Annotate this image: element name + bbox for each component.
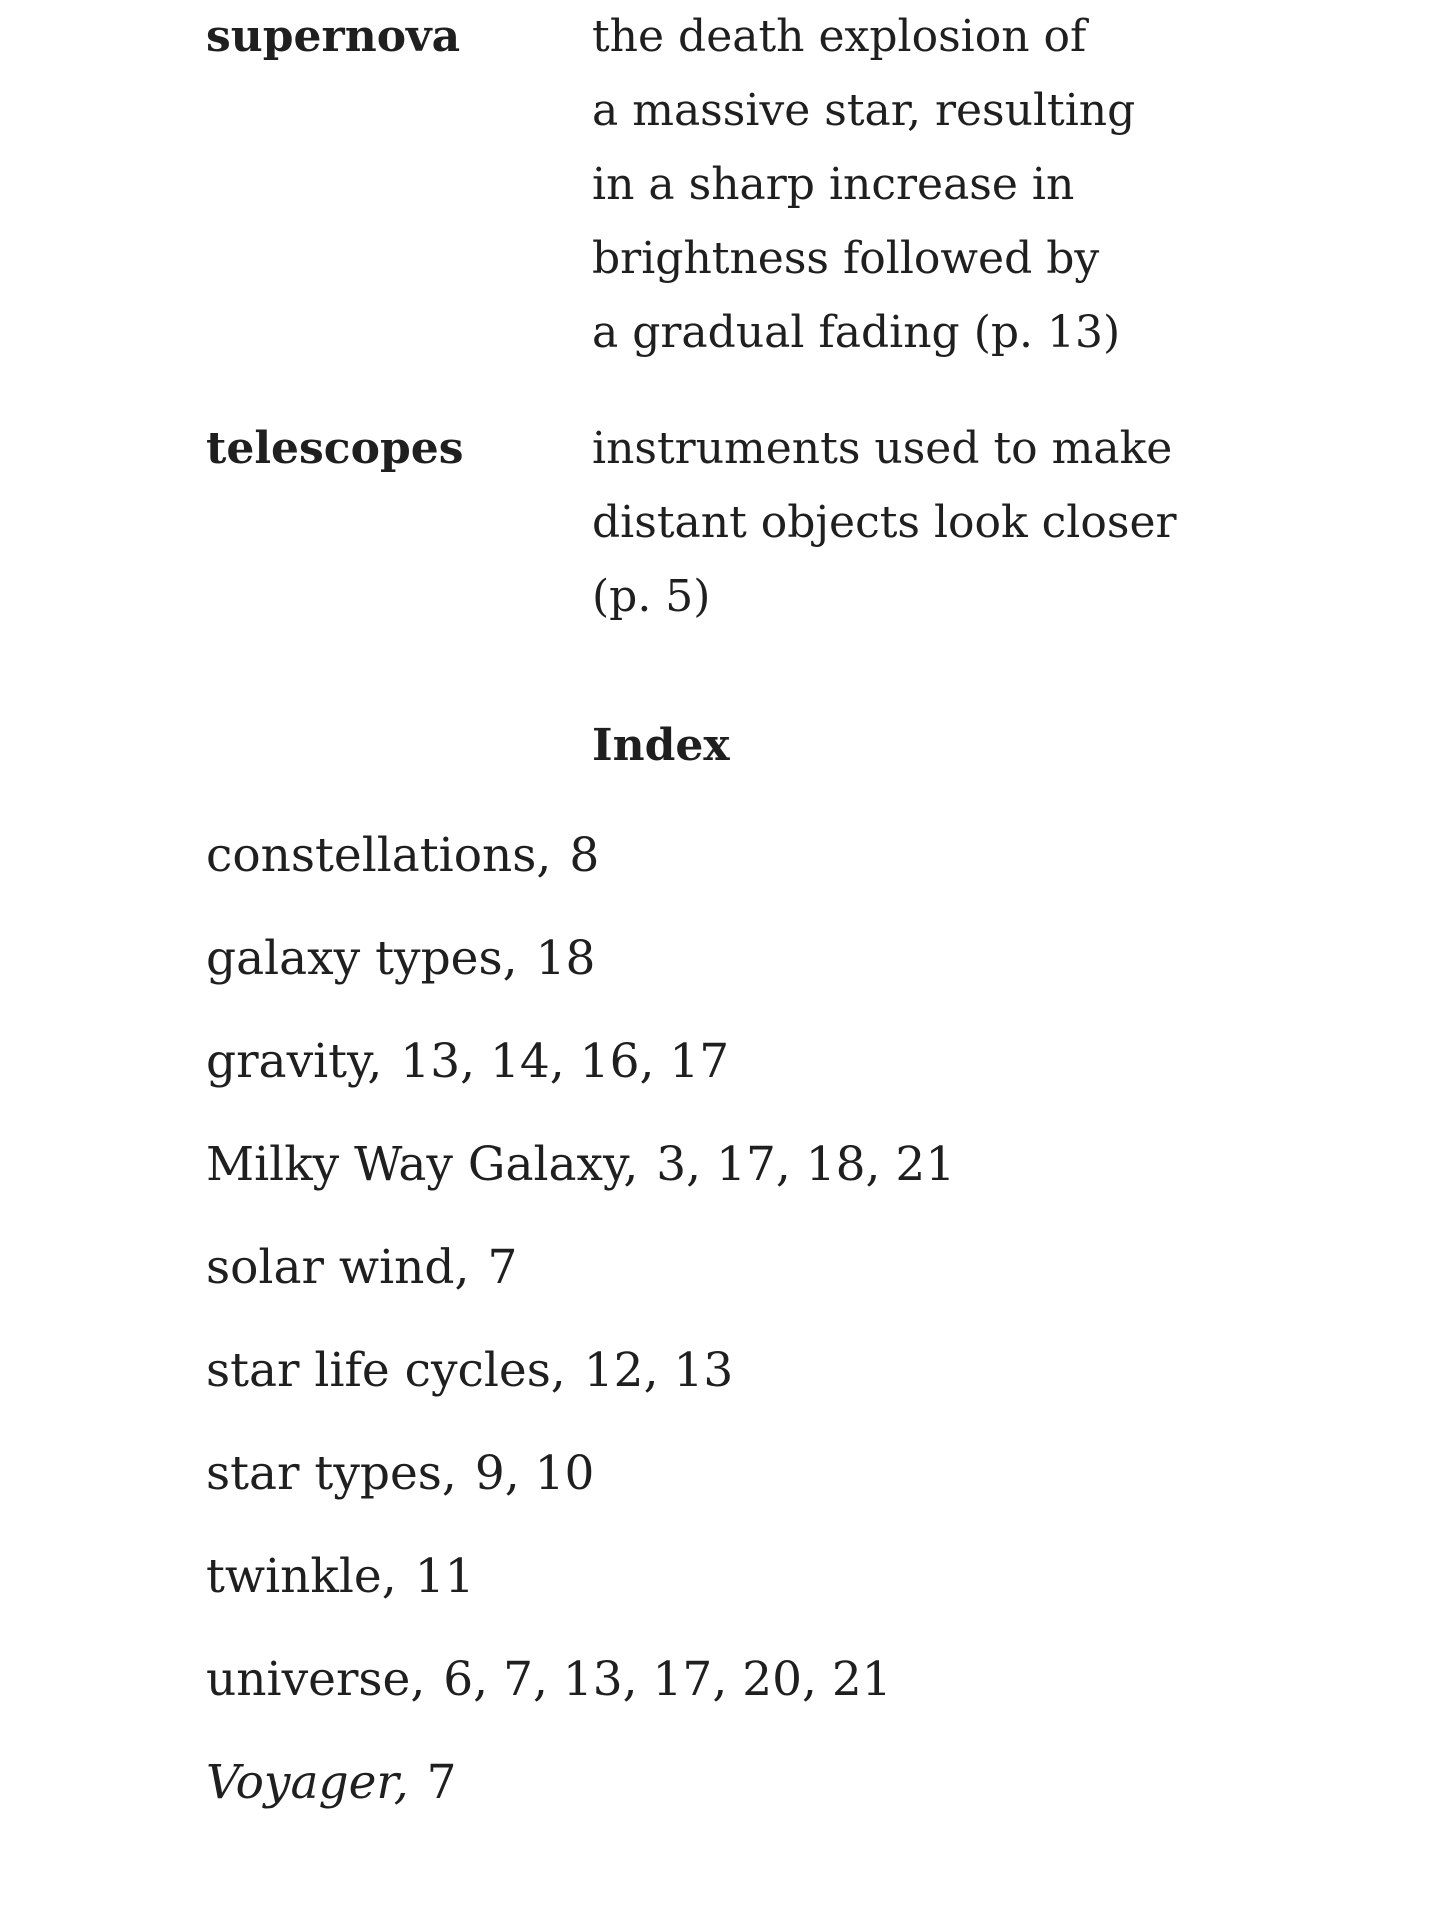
index-term: universe, xyxy=(206,1652,426,1707)
index-item xyxy=(206,1753,955,1856)
index-term: Voyager, xyxy=(206,1755,409,1810)
definition-line: a massive star, resulting xyxy=(592,85,1136,136)
glossary-term: supernova xyxy=(206,11,461,62)
definition-line: distant objects look closer xyxy=(592,497,1177,548)
definition-line: the death explosion of xyxy=(592,11,1087,62)
index-term: twinkle, xyxy=(206,1549,397,1604)
index-item xyxy=(206,1444,955,1547)
index-pages: 8 xyxy=(569,828,600,883)
definition-line: (p. 5) xyxy=(592,571,711,622)
index-pages: 7 xyxy=(426,1755,457,1810)
definition-line: a gradual fading (p. 13) xyxy=(592,307,1121,358)
index-item xyxy=(206,1238,955,1341)
index-term: galaxy types, xyxy=(206,931,518,986)
index-pages: 7 xyxy=(487,1240,518,1295)
index-item xyxy=(206,1341,955,1444)
index-term: star types, xyxy=(206,1446,457,1501)
index-pages: 12, 13 xyxy=(583,1343,734,1398)
glossary-entry-telescopes xyxy=(206,412,1306,634)
index-pages: 11 xyxy=(414,1549,475,1604)
index-item xyxy=(206,929,955,1032)
index-term: star life cycles, xyxy=(206,1343,566,1398)
index-item xyxy=(206,826,955,929)
index-pages: 18 xyxy=(535,931,596,986)
definition-line: brightness followed by xyxy=(592,233,1100,284)
index-title: Index xyxy=(592,720,730,771)
glossary-definition xyxy=(592,0,1242,370)
index-term: solar wind, xyxy=(206,1240,470,1295)
definition-line: in a sharp increase in xyxy=(592,159,1075,210)
index-item xyxy=(206,1547,955,1650)
index-pages: 9, 10 xyxy=(474,1446,595,1501)
index-item xyxy=(206,1650,955,1753)
index-pages: 3, 17, 18, 21 xyxy=(656,1137,956,1192)
index-term: gravity, xyxy=(206,1034,383,1089)
glossary-definition xyxy=(592,412,1242,634)
index-item xyxy=(206,1032,955,1135)
glossary-term: telescopes xyxy=(206,423,464,474)
index-term: constellations, xyxy=(206,828,552,883)
index-term: Milky Way Galaxy, xyxy=(206,1137,639,1192)
index-list xyxy=(206,826,955,1856)
index-item xyxy=(206,1135,955,1238)
index-pages: 6, 7, 13, 17, 20, 21 xyxy=(443,1652,892,1707)
glossary-entry-supernova xyxy=(206,0,1306,370)
glossary xyxy=(206,0,1306,676)
index-pages: 13, 14, 16, 17 xyxy=(400,1034,730,1089)
definition-line: instruments used to make xyxy=(592,423,1173,474)
